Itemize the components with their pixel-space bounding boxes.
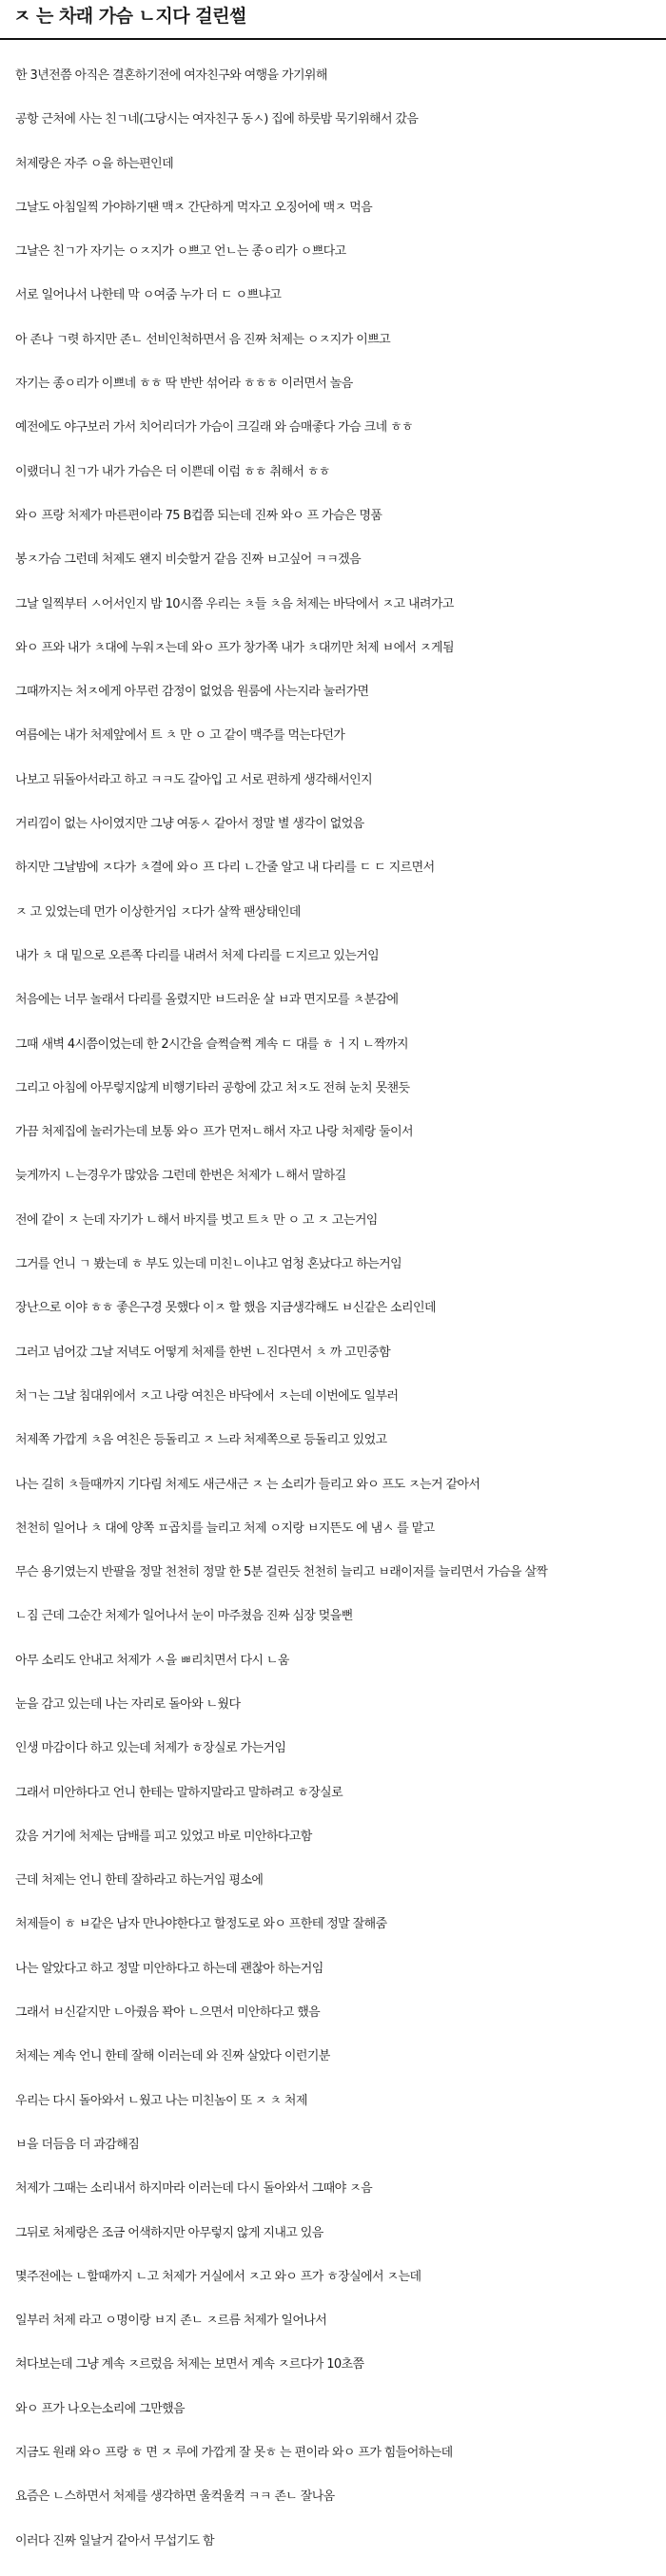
- post-line: 와ㅇ 프가 나오는소리에 그만했음: [15, 2401, 186, 2416]
- post-line: 늦게까지 ㄴ는경우가 많았음 그런데 한번은 처제가 ㄴ해서 말하길: [15, 1169, 346, 1184]
- post-line: 우리는 다시 돌아와서 ㄴ웠고 나는 미친놈이 또 ㅈ ㅊ 처제: [15, 2093, 307, 2108]
- post-line: 하지만 그날밤에 ㅈ다가 ㅊ결에 와ㅇ 프 다리 ㄴ간줄 알고 내 다리를 ㄷ ㄷ 지르면서: [15, 861, 435, 876]
- post-line: 와ㅇ 프랑 처제가 마른편이라 75 B컵쯤 되는데 진짜 와ㅇ 프 가슴은 명품: [15, 508, 382, 523]
- post-line: 이랬더니 친ㄱ가 내가 가슴은 더 이쁜데 이럼 ㅎㅎ 취해서 ㅎㅎ: [15, 464, 330, 479]
- post-line: 서로 일어나서 나한테 막 ㅇ여줌 누가 더 ㄷ ㅇ쁘냐고: [15, 288, 282, 303]
- post-line: ㅂ을 더듬음 더 과감해짐: [15, 2137, 140, 2152]
- post-line: 봉ㅈ가슴 그런데 처제도 왠지 비슷할거 같음 진짜 ㅂ고싶어 ㅋㅋ겠음: [15, 552, 362, 568]
- post-line: 무슨 용기였는지 반팔을 정말 천천히 정말 한 5분 걸린듯 천천히 늘리고 ㅂ래이저를 늘리면서 가슴을 살짝: [15, 1565, 548, 1580]
- post-line: 지금도 원래 와ㅇ 프랑 ㅎ 면 ㅈ 루에 가깝게 잘 못ㅎ 는 편이라 와ㅇ 프가 힘들어하는데: [15, 2446, 453, 2461]
- post-line: 공항 근처에 사는 친ㄱ네(그당시는 여자친구 동ㅅ) 집에 하룻밤 묵기위해서 갔음: [15, 112, 419, 127]
- post-line: 천천히 일어나 ㅊ 대에 양쪽 ㅍ곱치를 늘리고 처제 ㅇ지랑 ㅂ지뜬도 에 냄ㅅ 를 맡고: [15, 1520, 435, 1536]
- post-line: 처제들이 ㅎ ㅂ같은 남자 만나야한다고 할정도로 와ㅇ 프한테 정말 잘해줌: [15, 1917, 387, 1932]
- post-line: 장난으로 이야 ㅎㅎ 좋은구경 못했다 이ㅈ 할 했음 지금생각해도 ㅂ신같은 소리인데: [15, 1301, 436, 1316]
- post-line: 처ㄱ는 그날 침대위에서 ㅈ고 나랑 여친은 바닥에서 ㅈ는데 이번에도 일부러: [15, 1388, 399, 1404]
- post-line: 몇주전에는 ㄴ할때까지 ㄴ고 처제가 거실에서 ㅈ고 와ㅇ 프가 ㅎ장실에서 ㅈ는데: [15, 2269, 421, 2284]
- post-line: 여름에는 내가 처제앞에서 트 ㅊ 만 ㅇ 고 같이 맥주를 먹는다던가: [15, 728, 345, 744]
- post-line: 전에 같이 ㅈ 는데 자기가 ㄴ해서 바지를 벗고 트ㅊ 만 ㅇ 고 ㅈ 고는거임: [15, 1212, 378, 1228]
- post-line: 거리낌이 없는 사이였지만 그냥 여동ㅅ 같아서 정말 별 생각이 없었음: [15, 817, 364, 832]
- post-line: 눈을 감고 있는데 나는 자리로 돌아와 ㄴ웠다: [15, 1696, 241, 1712]
- post-line: 처제가 그때는 소리내서 하지마라 이러는데 다시 돌아와서 그때야 ㅈ음: [15, 2181, 373, 2197]
- post-line: ㄴ짐 근데 그순간 처제가 일어나서 눈이 마주쳤음 진짜 심장 멎을뻔: [15, 1609, 353, 1624]
- post-line: 한 3년전쯤 아직은 결혼하기전에 여자친구와 여행을 가기위해: [15, 68, 327, 83]
- post-line: 그날은 친ㄱ가 자기는 ㅇㅈ지가 ㅇ쁘고 언ㄴ는 종ㅇ리가 ㅇ쁘다고: [15, 244, 346, 260]
- post-line: 가끔 처제집에 놀러가는데 보통 와ㅇ 프가 먼저ㄴ해서 자고 나랑 처제랑 둘이서: [15, 1125, 413, 1140]
- post-line: 아 존나 ㄱ렷 하지만 존ㄴ 선비인척하면서 음 진짜 처제는 ㅇㅈ지가 이쁘고: [15, 332, 391, 347]
- post-line: 인생 마감이다 하고 있는데 처제가 ㅎ장실로 가는거임: [15, 1741, 286, 1756]
- post-line: 그거를 언니 ㄱ 봤는데 ㅎ 부도 있는데 미친ㄴ이냐고 엄청 혼났다고 하는거임: [15, 1257, 402, 1272]
- post-line: 갔음 거기에 처제는 담배를 피고 있었고 바로 미안하다고함: [15, 1829, 312, 1844]
- post-line: 그래서 ㅂ신같지만 ㄴ아줬음 꽉아 ㄴ으면서 미안하다고 했음: [15, 2005, 321, 2021]
- post-line: 그래서 미안하다고 언니 한테는 말하지말라고 말하려고 ㅎ장실로: [15, 1785, 343, 1800]
- post-line: 그날도 아침일찍 가야하기땐 맥ㅈ 간단하게 먹자고 오징어에 맥ㅈ 먹음: [15, 200, 373, 215]
- post-line: 처제쪽 가깝게 ㅊ음 여친은 등돌리고 ㅈ 느라 처제쪽으로 등돌리고 있었고: [15, 1433, 387, 1448]
- post-line: 그리고 아침에 아무렇지않게 비행기타러 공항에 갔고 처ㅈ도 전혀 눈치 못챈듯: [15, 1080, 410, 1095]
- post-line: 그때까지는 처ㅈ에게 아무런 감정이 없었음 원룸에 사는지라 눌러가면: [15, 685, 369, 700]
- post-line: 이러다 진짜 일날거 같아서 무섭기도 함: [15, 2533, 214, 2548]
- post-line: 나보고 뒤돌아서라고 하고 ㅋㅋ도 갈아입 고 서로 편하게 생각해서인지: [15, 772, 373, 787]
- post-line: 그날 일찍부터 ㅅ어서인지 밤 10시쯤 우리는 ㅊ들 ㅊ음 처제는 바닥에서 ㅈ고 내려가고: [15, 596, 454, 611]
- post-line: 요즘은 ㄴ스하면서 처제를 생각하면 울컥울컥 ㅋㅋ 존ㄴ 잘나옴: [15, 2489, 335, 2505]
- post-line: 아무 소리도 안내고 처제가 ㅅ을 ㅃ리치면서 다시 ㄴ움: [15, 1653, 289, 1668]
- post-line: ㅈ 고 있었는데 먼가 이상한거임 ㅈ다가 살짝 팬상태인데: [15, 904, 301, 920]
- post-line: 그뒤로 처제랑은 조금 어색하지만 아무렇지 않게 지내고 있음: [15, 2225, 323, 2240]
- post-line: 그때 새벽 4시쯤이었는데 한 2시간을 슬쩍슬쩍 계속 ㄷ 대를 ㅎ ㅓ지 ㄴ짝까지: [15, 1036, 408, 1052]
- post-line: 나는 길히 ㅊ들때까지 기다림 처제도 새근새근 ㅈ 는 소리가 들리고 와ㅇ 프도 ㅈ는거 같아서: [15, 1477, 480, 1492]
- post-line: 처제랑은 자주 ㅇ을 하는편인데: [15, 156, 174, 171]
- post-title: ㅈ 는 차래 가슴 ㄴ지다 걸린썰: [13, 6, 246, 27]
- post-line: 처제는 계속 언니 한테 잘해 이러는데 와 진짜 살았다 이런기분: [15, 2049, 330, 2064]
- post-line: 예전에도 야구보러 가서 치어리더가 가슴이 크길래 와 슴매좋다 가슴 크네 ㅎㅎ: [15, 420, 413, 436]
- post-line: 처음에는 너무 놀래서 다리를 올렸지만 ㅂ드러운 살 ㅂ과 면지모를 ㅊ분감에: [15, 993, 399, 1008]
- post-body: [15, 67, 657, 2576]
- post-line: 일부러 처제 라고 ㅇ명이랑 ㅂ지 존ㄴ ㅈ르름 처제가 일어나서: [15, 2314, 327, 2329]
- post-line: 쳐다보는데 그냥 계속 ㅈ르렀음 처제는 보면서 계속 ㅈ르다가 10초쯤: [15, 2357, 364, 2373]
- title-divider: [0, 38, 666, 40]
- post-line: 그러고 넘어갔 그날 저녁도 어떻게 처제를 한번 ㄴ진다면서 ㅊ 까 고민중함: [15, 1345, 391, 1360]
- post-line: 와ㅇ 프와 내가 ㅊ대에 누워ㅈ는데 와ㅇ 프가 창가쪽 내가 ㅊ대끼만 처제 ㅂ에서 ㅈ게됨: [15, 640, 454, 655]
- post-line: 나는 알았다고 하고 정말 미안하다고 하는데 괜찮아 하는거임: [15, 1961, 323, 1976]
- post-line: 근데 처제는 언니 한테 잘하라고 하는거임 평소에: [15, 1873, 264, 1888]
- post-line: 자기는 종ㅇ리가 이쁘네 ㅎㅎ 딱 반반 섞어라 ㅎㅎㅎ 이러면서 놀음: [15, 377, 353, 392]
- post-line: 내가 ㅊ 대 밑으로 오른쪽 다리를 내려서 처제 다리를 ㄷ지르고 있는거임: [15, 948, 380, 963]
